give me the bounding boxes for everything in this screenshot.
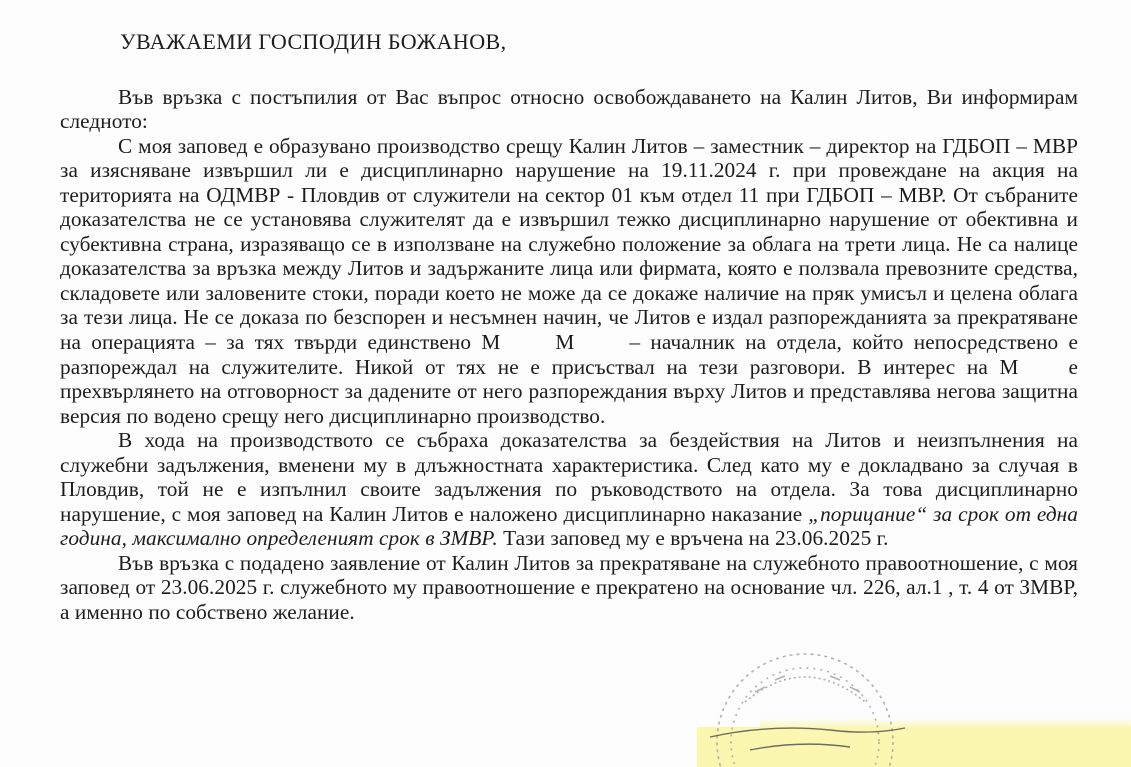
paragraph-intro: Във връзка с постъпилия от Вас въпрос относно освобождаването на Калин Литов, Ви информирам следното: (60, 84, 1078, 134)
paragraph-proceedings-part-a: С моя заповед е образувано производство срещу Калин Литов – заместник – директор на ГДБОП – МВР за изясняване извършил ли е дисциплинарно нарушение на 19.11.2024 г. при провеждане на акция на територията на ОДМВР - Пловдив от служители на сектор 01 към отдел 11 при ГДБОП – МВР. От събраните доказателства не се установява служителят да е извършил тежко дисциплинарно нарушение от обективна и субективна страна, изразяващо се в използване на служебно положение за облага на трети лица. Не са налице доказателства за връзка между Литов и задържаните лица или фирмата, която е ползвала превозните средства, складовете или заловените стоки, поради което не може да се докаже наличие на пряк умисъл и целена облага за тези лица. Не се доказа по безспорен и несъмнен начин, че Литов е издал разпорежданията за прекратяване на операцията – за тях твърди единствено М (60, 133, 1078, 355)
highlighter-mark (697, 727, 1131, 767)
paragraph-proceedings (60, 134, 1078, 429)
paragraph-proceedings-part-b: М (555, 330, 575, 355)
paragraph-penalty-part-b: Тази заповед му е връчена на 23.06.2025 г. (503, 526, 889, 551)
salutation: УВАЖАЕМИ ГОСПОДИН БОЖАНОВ, (120, 29, 507, 54)
paragraph-proceedings-part-c: – началник на отдела, който непосредствено е разпореждал на служителите. Никой от тях не е присъствал на тези разговори. В интерес на М (60, 330, 1078, 379)
paragraph-termination: Във връзка с подадено заявление от Калин Литов за прекратяване на служебното правоотношение, с моя заповед от 23.06.2025 г. служебното му правоотношение е прекратено на основание чл. 226, ал.1 , т. 4 от ЗМВР, а именно по собствено желание. (60, 550, 1078, 625)
paragraph-penalty (60, 428, 1078, 551)
paragraph-penalty-part-a: В хода на производството се събраха доказателства за бездействия на Литов и неизпълнения на служебни задължения, вменени му в длъжностната характеристика. След като му е докладвано за случая в Пловдив, той не е изпълнил своите задължения по ръководството на отдела. За това дисциплинарно нарушение, с моя заповед на Калин Литов е наложено дисциплинарно наказание (60, 428, 1078, 526)
letter-body (60, 30, 1078, 625)
paragraph-proceedings-part-d: е прехвърлянето на отговорност за дадените от него разпореждания върху Литов и представлява негова защитна версия по водено срещу него дисциплинарно производство. (60, 354, 1078, 428)
penalty-italic: „порицание“ за срок от една година, максимално определеният срок в ЗМВР. (60, 501, 1078, 551)
